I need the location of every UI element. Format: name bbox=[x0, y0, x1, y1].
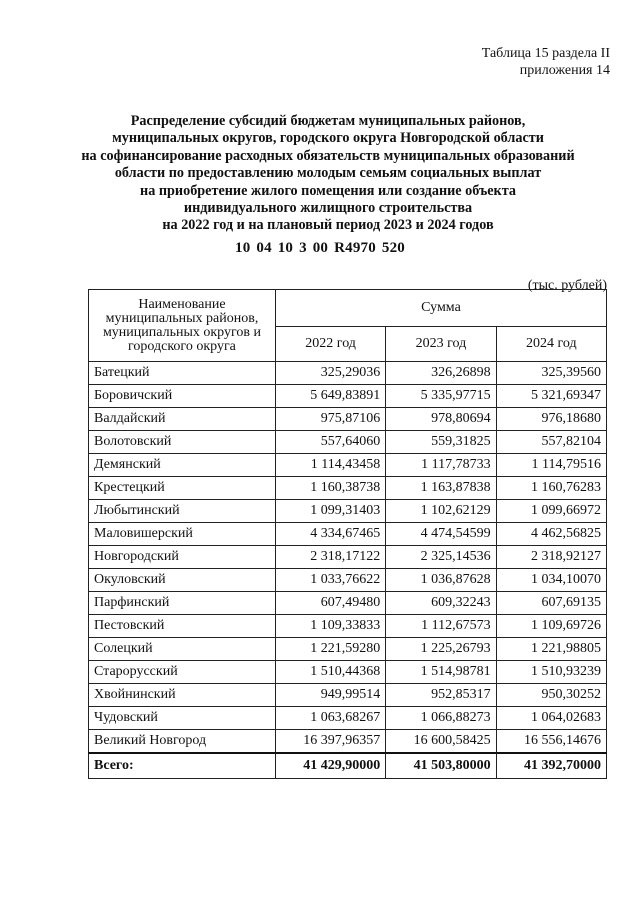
value-2024: 607,69135 bbox=[496, 592, 606, 615]
column-header-sum: Сумма bbox=[275, 290, 606, 327]
table-row bbox=[89, 362, 607, 385]
table-number: Таблица 15 раздела II bbox=[481, 46, 610, 61]
value-2022: 2 318,17122 bbox=[275, 546, 385, 569]
district-name: Маловишерский bbox=[89, 523, 276, 546]
value-2023: 1 514,98781 bbox=[386, 661, 496, 684]
table-row bbox=[89, 408, 607, 431]
district-name: Любытинский bbox=[89, 500, 276, 523]
value-2024: 950,30252 bbox=[496, 684, 606, 707]
total-label: Всего: bbox=[89, 753, 276, 779]
value-2022: 325,29036 bbox=[275, 362, 385, 385]
value-2023: 326,26898 bbox=[386, 362, 496, 385]
total-2022: 41 429,90000 bbox=[275, 753, 385, 779]
value-2024: 2 318,92127 bbox=[496, 546, 606, 569]
total-2024: 41 392,70000 bbox=[496, 753, 606, 779]
district-name: Пестовский bbox=[89, 615, 276, 638]
table-row bbox=[89, 500, 607, 523]
table-row bbox=[89, 707, 607, 730]
title-line: на софинансирование расходных обязательств муниципальных образований bbox=[81, 147, 575, 164]
total-row bbox=[89, 753, 607, 779]
table-row bbox=[89, 546, 607, 569]
value-2024: 1 109,69726 bbox=[496, 615, 606, 638]
table-row bbox=[89, 592, 607, 615]
subsidy-table bbox=[88, 289, 607, 779]
value-2023: 609,32243 bbox=[386, 592, 496, 615]
value-2024: 325,39560 bbox=[496, 362, 606, 385]
district-name: Новгородский bbox=[89, 546, 276, 569]
table-row bbox=[89, 477, 607, 500]
table-row bbox=[89, 569, 607, 592]
value-2024: 1 064,02683 bbox=[496, 707, 606, 730]
value-2022: 4 334,67465 bbox=[275, 523, 385, 546]
value-2023: 978,80694 bbox=[386, 408, 496, 431]
value-2024: 1 221,98805 bbox=[496, 638, 606, 661]
title-line: на 2022 год и на плановый период 2023 и 2024 годов bbox=[162, 217, 494, 234]
value-2022: 1 033,76622 bbox=[275, 569, 385, 592]
column-header-2022: 2022 год bbox=[275, 327, 385, 362]
value-2022: 557,64060 bbox=[275, 431, 385, 454]
district-name: Батецкий bbox=[89, 362, 276, 385]
units-label: (тыс. рублей) bbox=[527, 278, 607, 293]
value-2023: 1 225,26793 bbox=[386, 638, 496, 661]
value-2023: 1 117,78733 bbox=[386, 454, 496, 477]
district-name: Парфинский bbox=[89, 592, 276, 615]
table-row bbox=[89, 454, 607, 477]
column-header-2024: 2024 год bbox=[496, 327, 606, 362]
table-row bbox=[89, 661, 607, 684]
district-name: Демянский bbox=[89, 454, 276, 477]
column-header-2023: 2023 год bbox=[386, 327, 496, 362]
title-line: муниципальных округов, городского округа Новгородской области bbox=[112, 130, 544, 147]
title-line: Распределение субсидий бюджетам муниципальных районов, bbox=[130, 113, 526, 129]
appendix-number: приложения 14 bbox=[519, 63, 610, 78]
value-2024: 1 160,76283 bbox=[496, 477, 606, 500]
table-reference bbox=[482, 45, 610, 79]
budget-classification-code: 10 04 10 3 00 R4970 520 bbox=[235, 240, 405, 256]
value-2022: 975,87106 bbox=[275, 408, 385, 431]
value-2023: 1 163,87838 bbox=[386, 477, 496, 500]
title-line: области по предоставлению молодым семьям социальных выплат bbox=[114, 165, 542, 182]
value-2022: 1 510,44368 bbox=[275, 661, 385, 684]
value-2024: 4 462,56825 bbox=[496, 523, 606, 546]
value-2022: 16 397,96357 bbox=[275, 730, 385, 753]
value-2023: 952,85317 bbox=[386, 684, 496, 707]
value-2023: 559,31825 bbox=[386, 431, 496, 454]
district-name: Боровичский bbox=[89, 385, 276, 408]
value-2023: 16 600,58425 bbox=[386, 730, 496, 753]
value-2022: 607,49480 bbox=[275, 592, 385, 615]
value-2023: 1 066,88273 bbox=[386, 707, 496, 730]
value-2022: 949,99514 bbox=[275, 684, 385, 707]
value-2022: 1 221,59280 bbox=[275, 638, 385, 661]
table-row bbox=[89, 638, 607, 661]
value-2022: 1 109,33833 bbox=[275, 615, 385, 638]
value-2024: 5 321,69347 bbox=[496, 385, 606, 408]
table-row bbox=[89, 615, 607, 638]
table-row bbox=[89, 730, 607, 753]
value-2023: 1 036,87628 bbox=[386, 569, 496, 592]
value-2024: 1 510,93239 bbox=[496, 661, 606, 684]
table-row bbox=[89, 684, 607, 707]
value-2024: 16 556,14676 bbox=[496, 730, 606, 753]
document-title bbox=[40, 113, 616, 235]
value-2023: 2 325,14536 bbox=[386, 546, 496, 569]
district-name: Чудовский bbox=[89, 707, 276, 730]
value-2022: 5 649,83891 bbox=[275, 385, 385, 408]
total-2023: 41 503,80000 bbox=[386, 753, 496, 779]
value-2024: 1 099,66972 bbox=[496, 500, 606, 523]
value-2024: 1 114,79516 bbox=[496, 454, 606, 477]
value-2024: 1 034,10070 bbox=[496, 569, 606, 592]
value-2024: 976,18680 bbox=[496, 408, 606, 431]
title-line: на приобретение жилого помещения или создание объекта bbox=[140, 182, 516, 199]
column-header-name: Наименование муниципальных районов, муниципальных округов и городского округа bbox=[89, 290, 276, 362]
district-name: Старорусский bbox=[89, 661, 276, 684]
value-2023: 1 102,62129 bbox=[386, 500, 496, 523]
value-2024: 557,82104 bbox=[496, 431, 606, 454]
title-line: индивидуального жилищного строительства bbox=[183, 200, 473, 217]
value-2023: 4 474,54599 bbox=[386, 523, 496, 546]
value-2023: 5 335,97715 bbox=[386, 385, 496, 408]
district-name: Солецкий bbox=[89, 638, 276, 661]
value-2022: 1 160,38738 bbox=[275, 477, 385, 500]
district-name: Великий Новгород bbox=[89, 730, 276, 753]
value-2022: 1 099,31403 bbox=[275, 500, 385, 523]
table-row bbox=[89, 431, 607, 454]
table-row bbox=[89, 523, 607, 546]
value-2022: 1 063,68267 bbox=[275, 707, 385, 730]
district-name: Окуловский bbox=[89, 569, 276, 592]
table-row bbox=[89, 385, 607, 408]
value-2023: 1 112,67573 bbox=[386, 615, 496, 638]
district-name: Крестецкий bbox=[89, 477, 276, 500]
value-2022: 1 114,43458 bbox=[275, 454, 385, 477]
district-name: Волотовский bbox=[89, 431, 276, 454]
district-name: Хвойнинский bbox=[89, 684, 276, 707]
district-name: Валдайский bbox=[89, 408, 276, 431]
